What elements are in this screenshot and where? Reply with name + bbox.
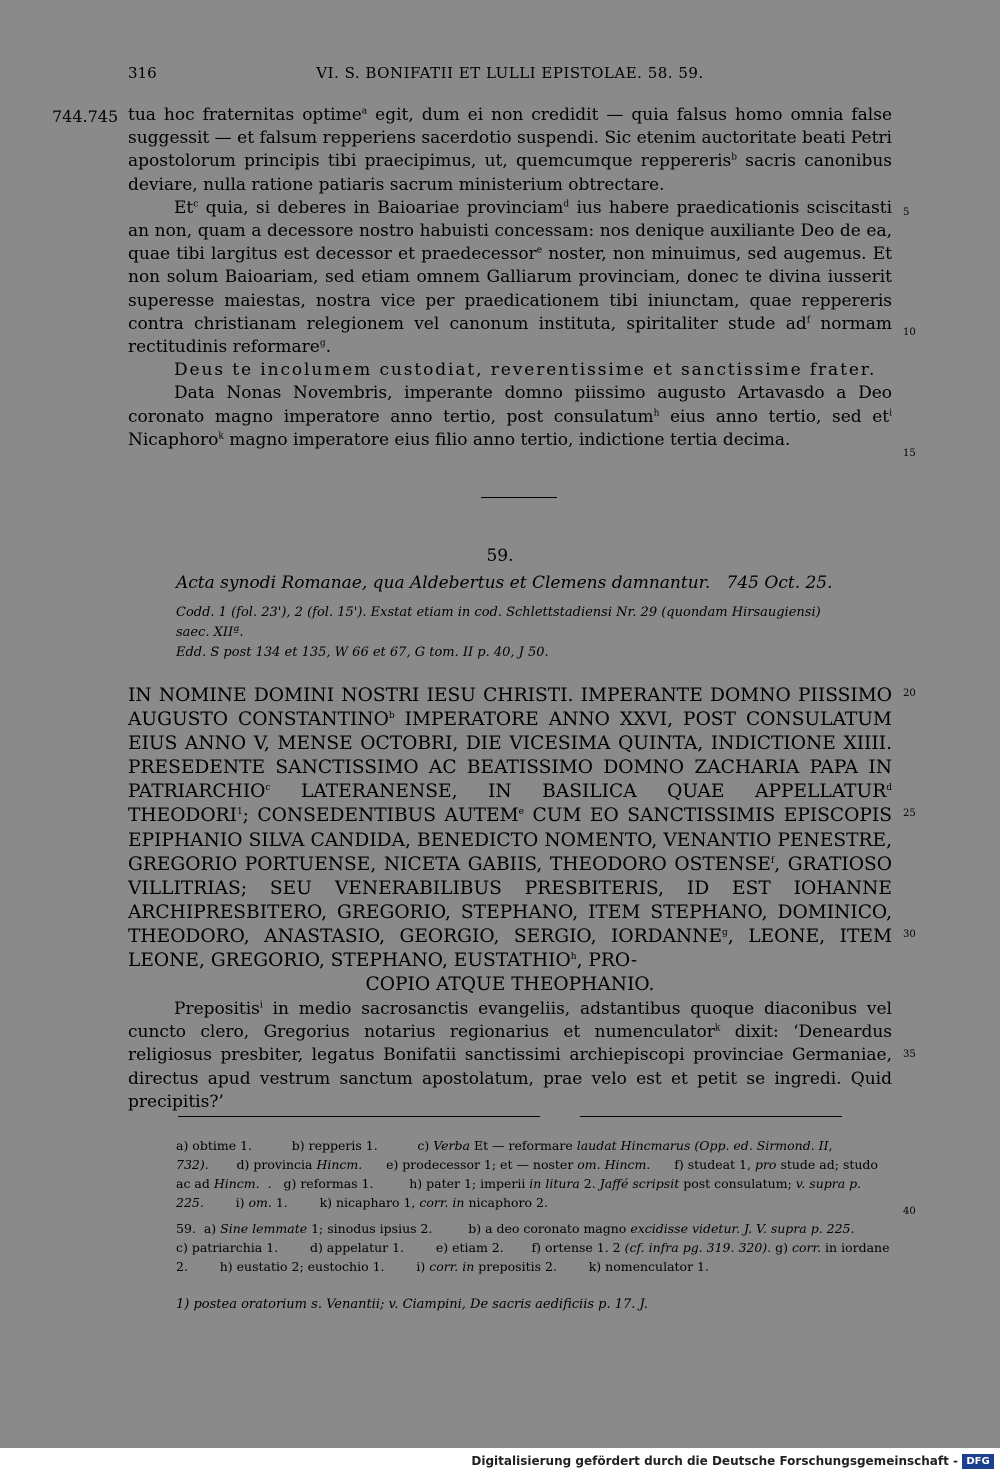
- critical-apparatus-58: a) obtime 1. b) repperis 1. c) Verba Et — reformare laudat Hincmarus (Opp. ed. Sirmond. II, 732). d) provincia Hincm. e) prodecessor 1; et — noster om. Hincm. f) studeat 1, pro stude ad; studo ac ad Hincm. . g) reformas 1. h) pater 1; imperii in litura 2. Jaffé scripsit post consulatum; v. supra p. 225. i) om. 1. k) nicapharo 1, corr. in nicaphoro 2.: [176, 1138, 878, 1210]
- funding-notice: Digitalisierung gefördert durch die Deutsche Forschungsgemeinschaft -: [471, 1454, 958, 1468]
- footnote-1: 1) postea oratorium s. Venantii; v. Ciampini, De sacris aedificiis p. 17. J.: [176, 1297, 648, 1312]
- margin-year: 744.745: [52, 107, 119, 126]
- editions-line: Edd. S post 134 et 135, W 66 et 67, G tom. II p. 40, J 50.: [176, 645, 549, 660]
- letter-58-paragraph-1: tua hoc fraternitas optime$^a$ egit, dum ei non credidit — quia falsus homo omnia false suggessit — et falsum repperiens sacerdotio suspendi. Sic etenim auctoritate beati Petri apostolorum principis tibi praecipimus, ut, quemcumque reppereris$^b$ sacris canonibus deviare, nulla ratione patiaris sacrum ministerium obtrectare.: [128, 105, 893, 195]
- document-date: 745 Oct. 25.: [726, 573, 833, 593]
- dfg-logo: DFG: [962, 1454, 994, 1469]
- document-title: [176, 573, 876, 593]
- line-number: 30: [903, 929, 916, 940]
- line-number: 40: [903, 1206, 916, 1217]
- digitization-footer: [0, 1448, 1000, 1475]
- document-title-text: Acta synodi Romanae, qua Aldebertus et Clemens damnantur.: [176, 573, 711, 593]
- letter-58-dating: Data Nonas Novembris, imperante domno piissimo augusto Artavasdo a Deo coronato magno imperatore anno tertio, post consulatum$^h$ eius anno tertio, sed $et^i$ Nicaphoro$^k$ magno imperatore eius filio anno tertio, indictione tertia decima.: [128, 383, 892, 450]
- line-number: 10: [903, 327, 916, 338]
- critical-apparatus-59: 59. a) Sine lemmate 1; sinodus ipsius 2. b) a deo coronato magno excidisse videtur. J. V. supra p. 225. c) patriarchia 1. d) appelatur 1. e) etiam 2. f) ortense 1. 2 (cf. infra pg. 319. 320). g) corr. in iordane 2. h) eustatio 2; eustochio 1. i) corr. in prepositis 2. k) nomenculator 1.: [176, 1221, 890, 1274]
- footnote-rule: [580, 1116, 842, 1117]
- line-number: 15: [903, 448, 916, 459]
- letter-58-greeting: Deus te incolumem custodiat, reverentissime et sanctissime frater.: [174, 360, 877, 381]
- document-number: 59.: [486, 546, 514, 566]
- line-number: 35: [903, 1049, 916, 1060]
- synod-paragraph: Prepositis$^i$ in medio sacrosanctis evangeliis, adstantibus quoque diaconibus vel cuncto clero, Gregorius notarius regionarius et numenculator$^k$ dixit: ‘Deneardus religiosus presbiter, legatus Bonifatii sanctissimi archiepiscopi provinciae Germaniae, directus apud vestrum sanctum apostolatum, prae velo est et petit se ingredi. Quid precipitis?’: [128, 999, 893, 1112]
- page-header: [128, 64, 892, 88]
- synod-heading-caps: IN NOMINE DOMINI NOSTRI IESU CHRISTI. IMPERANTE DOMNO PIISSIMO AUGUSTO CONSTANTINO$^b$ IMPERATORE ANNO XXVI, POST CONSULATUM EIUS ANNO V, MENSE OCTOBRI, DIE VICESIMA QUINTA, INDICTIONE XIIII. PRESEDENTE SANCTISSIMO AC BEATISSIMO DOMNO ZACHARIA PAPA IN PATRIARCHIO$^c$ LATERANENSE, IN BASILICA QUAE APPELLATUR$^d$ THEODORI$^1$; CONSEDENTIBUS AUTEM$^e$ CUM EO SANCTISSIMIS EPISCOPIS EPIPHANIO SILVA CANDIDA, BENEDICTO NOMENTO, VENANTIO PENESTRE, GREGORIO PORTUENSE, NICETA GABIIS, THEODORO OSTENSE$^f$, GRATIOSO VILLITRIAS; SEU VENERABILIBUS PRESBITERIS, ID EST IOHANNE ARCHIPRESBITERO, GREGORIO, STEPHANO, ITEM STEPHANO, DOMINICO, THEODORO, ANASTASIO, GEORGIO, SERGIO, IORDANNE$^g$, LEONE, ITEM LEONE, GREGORIO, STEPHANO, EUSTATHIO$^h$, PRO- COPIO ATQUE THEOPHANIO.: [128, 685, 892, 996]
- manuscript-codices: Codd. 1 (fol. 23'), 2 (fol. 15'). Exstat etiam in cod. Schlettstadiensi Nr. 29 (quondam Hirsaugiensi) saec. XIIª.: [176, 605, 821, 640]
- line-number: 5: [903, 207, 910, 218]
- page-number: 316: [128, 64, 157, 82]
- letter-58-text: [128, 104, 892, 452]
- letter-58-paragraph-2: Et$^c$ quia, si deberes in Baioariae provinciam$^d$ ius habere praedicationis sciscitasti an non, quam a decessore nostro habuisti concessam: nos denique auxiliante Deo de ea, quae tibi largitus est decessor et praedecessor$^e$ noster, non minuimus, sed augemus. Et non solum Baioariam, sed etiam omnem Galliarum provinciam, donec te divina iusserit superesse maiestas, nostra vice per praedicationem tibi iniunctam, quae reppereris contra christianam relegionem vel canonum instituta, spiritaliter stude $ad^f$ normam rectitudinis reformare$^g$.: [128, 197, 893, 358]
- section-divider: [481, 497, 557, 498]
- running-title: VI. S. BONIFATII ET LULLI EPISTOLAE. 58. 59.: [316, 64, 704, 82]
- line-number: 25: [903, 808, 916, 819]
- line-number: 20: [903, 688, 916, 699]
- footnote-rule: [178, 1116, 540, 1117]
